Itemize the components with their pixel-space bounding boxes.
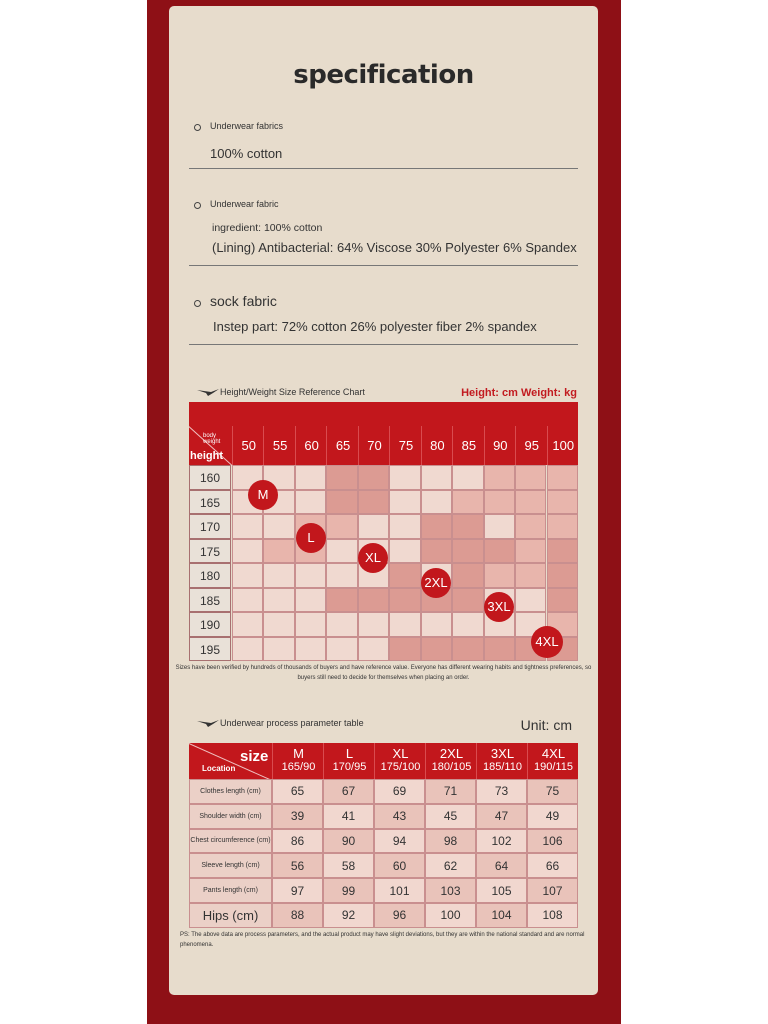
chart-cell [452,490,483,515]
height-row-label: 160 [189,465,231,490]
param-cell: 104 [476,903,527,928]
param-corner [189,743,272,779]
chart-cell [515,588,546,613]
chart-cell [421,465,452,490]
param-cell: 64 [476,853,527,878]
size-column-header [476,743,528,779]
chart-cell [547,514,578,539]
param-cell: 49 [527,804,578,829]
param-cell: 88 [272,903,323,928]
size-spec: 190/115 [534,761,573,773]
chart-cell [452,539,483,564]
chart-cell [389,563,420,588]
size-name: 4XL [541,746,566,761]
size-badge: 3XL [484,592,514,622]
chart-cell [452,588,483,613]
chart-cell [421,637,452,662]
chart-cell [232,514,263,539]
weight-header-cell: 65 [326,426,358,465]
chart-cell [263,637,294,662]
chart-cell [452,563,483,588]
chart-cell [295,588,326,613]
size-chart [189,402,578,662]
weight-header-cell: 85 [452,426,484,465]
chart-cell [515,465,546,490]
chart-cell [484,514,515,539]
chart-cell [421,539,452,564]
param-cell: 96 [374,903,425,928]
height-row-label: 190 [189,612,231,637]
chart-cell [421,612,452,637]
spec-label: Underwear fabric [210,199,279,209]
chart-cell [421,490,452,515]
chart-cell [232,539,263,564]
chart-cell [358,612,389,637]
size-name: L [345,746,354,761]
swallow-logo-icon [197,389,219,396]
chart-cell [389,490,420,515]
size-badge: 4XL [531,626,563,658]
chart-cell [263,514,294,539]
chart-cell [263,588,294,613]
chart-cell [295,612,326,637]
corner-location-label: Location [202,764,236,773]
param-row-label: Pants length (cm) [189,878,272,903]
spec-value: ingredient: 100% cotton [212,222,323,234]
param-cell: 108 [527,903,578,928]
chart-cell [452,637,483,662]
weight-header-cell: 50 [232,426,264,465]
chart-cell [232,612,263,637]
size-chart-heading: Height/Weight Size Reference Chart [197,387,365,397]
chart-cell [232,637,263,662]
chart-cell [547,563,578,588]
chart-cell [484,490,515,515]
chart-cell [232,563,263,588]
param-cell: 86 [272,829,323,854]
chart-cell [452,465,483,490]
size-column-header [272,743,324,779]
chart-cell [295,490,326,515]
param-cell: 71 [425,779,476,804]
chart-cell [515,514,546,539]
chart-cell [232,588,263,613]
param-cell: 45 [425,804,476,829]
size-badge: XL [358,543,388,573]
param-table-note: PS: The above data are process parameters, and the actual product may have slight deviations, but they are within the national standard and are normal phenomena. [180,932,585,948]
height-row-label: 180 [189,563,231,588]
chart-cell [547,539,578,564]
size-spec: 185/110 [483,761,522,773]
param-cell: 43 [374,804,425,829]
param-cell: 60 [374,853,425,878]
chart-cell [263,612,294,637]
chart-cell [358,465,389,490]
param-cell: 92 [323,903,374,928]
chart-cell [263,539,294,564]
chart-cell [389,637,420,662]
chart-cell [295,637,326,662]
chart-cell [484,465,515,490]
param-cell: 105 [476,878,527,903]
chart-cell [547,465,578,490]
param-cell: 41 [323,804,374,829]
circle-bullet-icon [194,124,201,131]
param-cell: 69 [374,779,425,804]
param-cell: 65 [272,779,323,804]
chart-cell [326,563,357,588]
size-chart-note: Sizes have been verified by hundreds of thousands of buyers and have reference value. Everyone has different wearing habits and tightness preferences, so buyers still need to decide for themselves when placing an order. [175,665,592,681]
height-row-label: 165 [189,490,231,515]
spec-label: sock fabric [210,293,277,309]
chart-cell [358,588,389,613]
chart-cell [326,637,357,662]
param-cell: 56 [272,853,323,878]
weight-header-cell: 55 [263,426,295,465]
chart-cell [326,612,357,637]
chart-cell [389,588,420,613]
param-row-label: Hips (cm) [189,903,272,928]
param-cell: 100 [425,903,476,928]
chart-cell [358,514,389,539]
param-row-label: Sleeve length (cm) [189,853,272,878]
corner-height-label: height [190,450,223,462]
size-name: XL [392,746,409,761]
divider [189,344,578,345]
size-name: M [293,746,304,761]
size-name: 3XL [490,746,515,761]
param-table-unit: Unit: cm [520,717,572,733]
chart-cell [421,514,452,539]
height-row-label: 175 [189,539,231,564]
param-cell: 103 [425,878,476,903]
param-cell: 107 [527,878,578,903]
param-cell: 98 [425,829,476,854]
spec-label: Underwear fabrics [210,121,284,131]
corner-size-label: size [240,748,269,765]
spec-card [169,6,598,995]
chart-cell [263,563,294,588]
chart-cell [515,490,546,515]
size-column-header [374,743,426,779]
size-spec: 165/90 [281,761,316,773]
param-cell: 47 [476,804,527,829]
chart-cell [326,588,357,613]
height-row-label: 195 [189,637,231,662]
chart-cell [295,465,326,490]
param-row-label: Chest circumference (cm) [189,829,272,854]
size-column-header [323,743,375,779]
size-chart-units: Height: cm Weight: kg [461,387,577,399]
param-cell: 73 [476,779,527,804]
chart-cell [547,588,578,613]
weight-header-cell: 90 [484,426,516,465]
size-spec: 175/100 [380,761,421,773]
chart-cell [515,563,546,588]
param-cell: 62 [425,853,476,878]
page-title: specification [293,60,474,90]
param-cell: 67 [323,779,374,804]
size-badge: M [248,480,278,510]
chart-corner [189,426,232,465]
chart-cell [326,514,357,539]
size-spec: 180/105 [431,761,472,773]
weight-header-cell: 75 [389,426,421,465]
chart-cell [484,637,515,662]
circle-bullet-icon [194,202,201,209]
weight-header-cell: 80 [421,426,453,465]
chart-cell [295,563,326,588]
param-cell: 99 [323,878,374,903]
chart-cell [484,563,515,588]
spec-value: 100% cotton [210,146,283,161]
spec-value: (Lining) Antibacterial: 64% Viscose 30% Polyester 6% Spandex [212,240,577,255]
param-table [189,743,578,928]
weight-header-cell: 100 [547,426,579,465]
circle-bullet-icon [194,300,201,307]
chart-cell [452,514,483,539]
param-row-label: Shoulder width (cm) [189,804,272,829]
swallow-logo-icon [197,720,219,727]
param-cell: 102 [476,829,527,854]
param-cell: 90 [323,829,374,854]
size-name: 2XL [439,746,464,761]
spec-value: Instep part: 72% cotton 26% polyester fiber 2% spandex [213,319,537,334]
chart-cell [358,637,389,662]
size-spec: 170/95 [332,761,367,773]
param-cell: 58 [323,853,374,878]
chart-cell [389,612,420,637]
weight-header-cell: 60 [295,426,327,465]
height-row-label: 170 [189,514,231,539]
divider [189,265,578,266]
size-badge: 2XL [421,568,451,598]
height-row-label: 185 [189,588,231,613]
param-cell: 101 [374,878,425,903]
chart-cell [452,612,483,637]
chart-cell [484,539,515,564]
param-cell: 66 [527,853,578,878]
chart-top-band [189,402,578,426]
chart-cell [326,490,357,515]
weight-header-cell: 70 [358,426,390,465]
param-table-heading: Underwear process parameter table [197,718,364,728]
param-cell: 39 [272,804,323,829]
chart-cell [358,490,389,515]
chart-cell [515,539,546,564]
chart-cell [326,465,357,490]
param-cell: 94 [374,829,425,854]
size-column-header [527,743,579,779]
chart-cell [326,539,357,564]
chart-cell [547,490,578,515]
size-column-header [425,743,477,779]
param-row-label: Clothes length (cm) [189,779,272,804]
chart-cell [389,514,420,539]
divider [189,168,578,169]
size-badge: L [296,523,326,553]
corner-weight-label: body weight [203,433,221,445]
param-cell: 97 [272,878,323,903]
weight-header-cell: 95 [515,426,547,465]
param-cell: 75 [527,779,578,804]
chart-cell [389,539,420,564]
chart-cell [389,465,420,490]
param-cell: 106 [527,829,578,854]
